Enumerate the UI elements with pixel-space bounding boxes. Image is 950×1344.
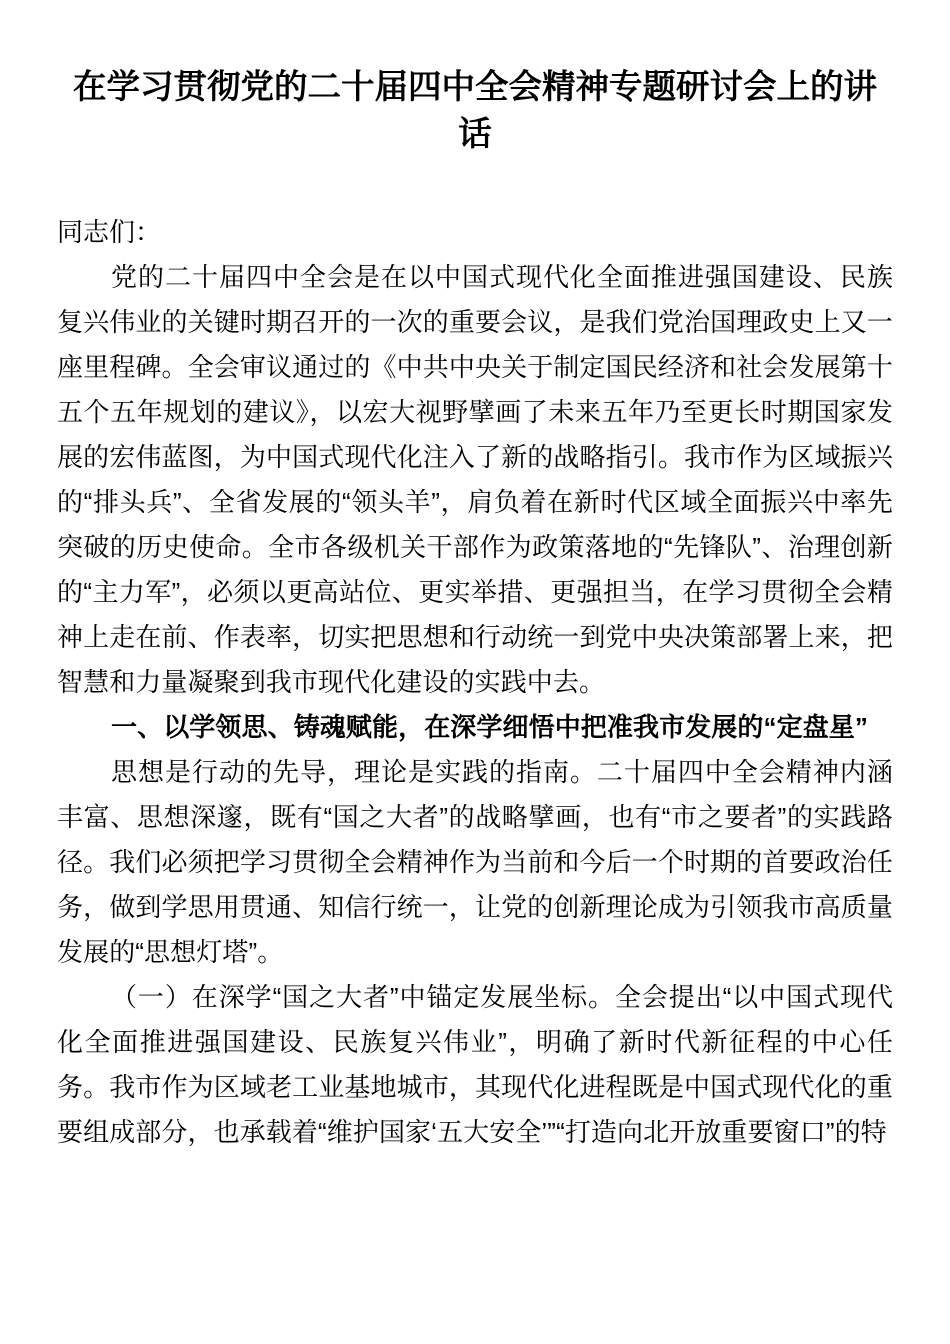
page-title: 在学习贯彻党的二十届四中全会精神专题研讨会上的讲话: [73, 69, 877, 153]
opening-paragraph: 党的二十届四中全会是在以中国式现代化全面推进强国建设、民族复兴伟业的关键时期召开的一次的重要会议，是我们党治国理政史上又一座里程碑。全会审议通过的《中共中央关于制定国民经济和社会发展第十五个五年规划的建议》，以宏大视野擘画了未来五年乃至更长时期国家发展的宏伟蓝图，为中国式现代化注入了新的战略指引。我市作为区域振兴的“排头兵”、全省发展的“领头羊”，肩负着在新时代区域全面振兴中率先突破的历史使命。全市各级机关干部作为政策落地的“先锋队”、治理创新的“主力军”，必须以更高站位、更实举措、更强担当，在学习贯彻全会精神上走在前、作表率，切实把思想和行动统一到党中央决策部署上来，把智慧和力量凝聚到我市现代化建设的实践中去。: [57, 262, 893, 697]
section-heading-one: 一、以学领思、铸魂赋能，在深学细悟中把准我市发展的“定盘星”: [111, 712, 869, 742]
subsection-one-paragraph: （一）在深学“国之大者”中锚定发展坐标。全会提出“以中国式现代化全面推进强国建设、民族复兴伟业”，明确了新时代新征程的中心任务。我市作为区域老工业基地城市，其现代化进程既是中国式现代化的重要组成部分，也承载着“维护国家‘五大安全’”“打造向北开放重要窗口”的特: [57, 982, 893, 1147]
salutation: 同志们：: [57, 217, 162, 247]
section-one-intro-paragraph: 思想是行动的先导，理论是实践的指南。二十届四中全会精神内涵丰富、思想深邃，既有“国之大者”的战略擘画，也有“市之要者”的实践路径。我们必须把学习贯彻全会精神作为当前和今后一个时期的首要政治任务，做到学思用贯通、知信行统一，让党的创新理论成为引领我市高质量发展的“思想灯塔”。: [57, 757, 893, 967]
page-content-area: [57, 0, 893, 1155]
